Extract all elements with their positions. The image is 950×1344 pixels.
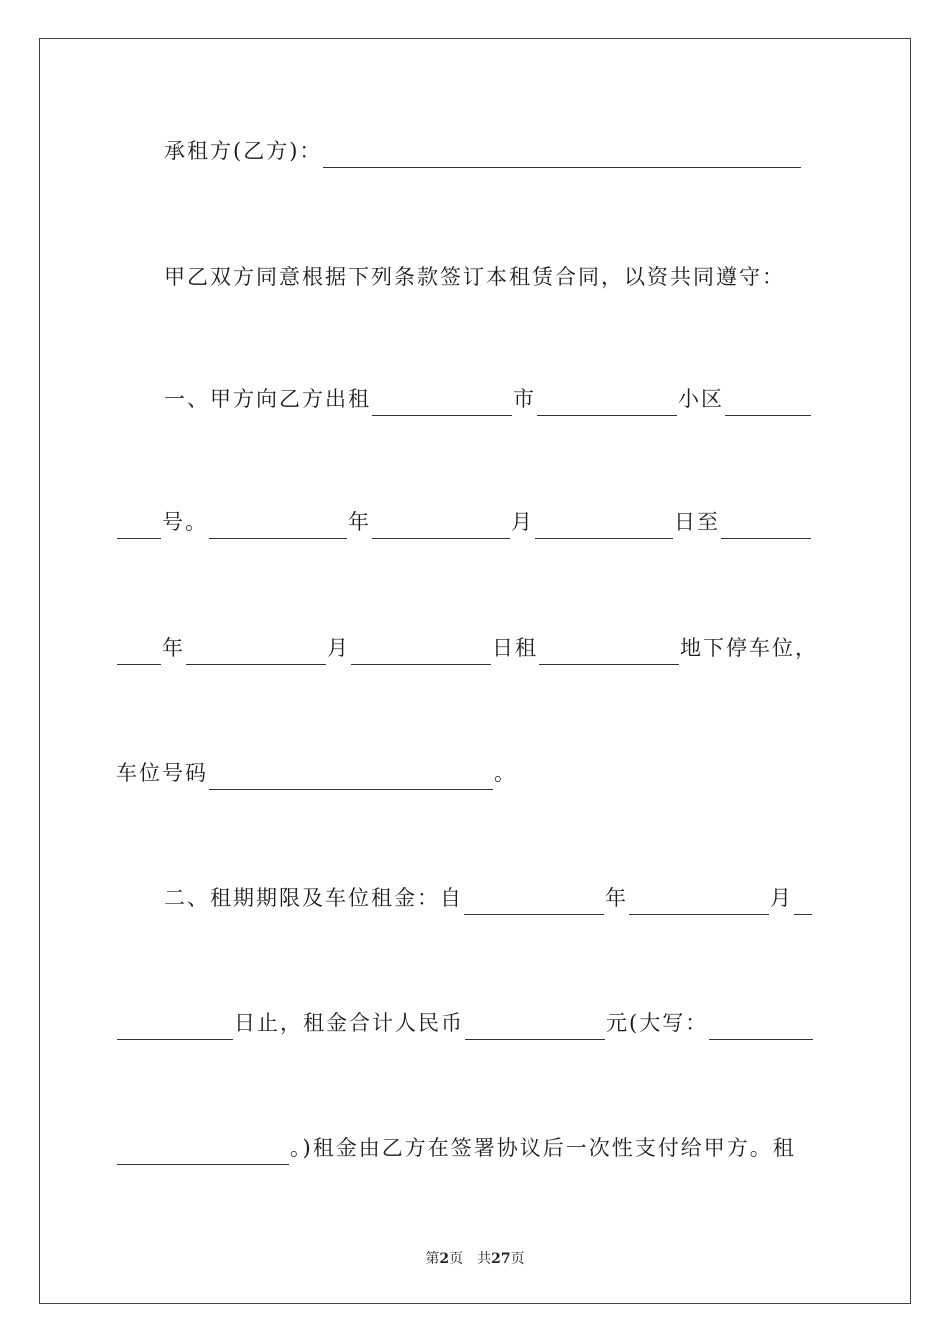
total-prefix: 共 (477, 1251, 492, 1267)
term-month-blank[interactable] (629, 890, 769, 915)
clause-two-line-3 (116, 1131, 836, 1165)
end-year-blank-a[interactable] (721, 514, 811, 539)
space-number-end: 。 (494, 761, 517, 785)
start-month-blank[interactable] (372, 514, 510, 539)
start-year-blank[interactable] (209, 514, 347, 539)
clause-one-line-2 (116, 505, 836, 539)
start-day-blank[interactable] (535, 514, 673, 539)
rent-amount-blank[interactable] (465, 1015, 605, 1040)
term-month-label: 月 (770, 886, 793, 910)
clause-two-line-1 (116, 881, 836, 915)
clause-two-text: 二、租期期限及车位租金：自 (164, 886, 463, 910)
space-number-label: 车位号码 (116, 761, 208, 785)
end-day-label: 日租 (492, 636, 538, 660)
tenant-blank[interactable] (323, 143, 801, 168)
end-day-blank[interactable] (351, 640, 491, 665)
clause-one-line-3 (116, 631, 836, 665)
clause-two-line-2 (116, 1006, 836, 1040)
tenant-line (116, 134, 836, 168)
total-suffix: 页 (510, 1251, 525, 1267)
clause-one-line-1 (116, 382, 836, 416)
page-footer (0, 1248, 950, 1268)
payment-text: 。)租金由乙方在签署协议后一次性支付给甲方。租 (290, 1136, 796, 1160)
community-label: 小区 (678, 387, 724, 411)
rent-capital-blank-b[interactable] (117, 1140, 289, 1165)
end-month-label: 月 (327, 636, 350, 660)
term-year-blank[interactable] (464, 890, 604, 915)
agreement-intro-line (116, 260, 836, 294)
end-month-blank[interactable] (186, 640, 326, 665)
space-number-blank[interactable] (209, 765, 493, 790)
term-day-blank-b[interactable] (117, 1015, 233, 1040)
page-suffix: 页 (449, 1251, 464, 1267)
city-label: 市 (513, 387, 536, 411)
rent-capital-label: 元(大写： (606, 1011, 709, 1035)
building-blank[interactable] (725, 391, 811, 416)
end-year-blank-b[interactable] (117, 640, 161, 665)
clause-one-text: 一、甲方向乙方出租 (164, 387, 371, 411)
start-day-label: 日至 (674, 510, 720, 534)
parking-count-blank[interactable] (539, 640, 679, 665)
clause-one-line-4 (116, 756, 836, 790)
rent-total-text: 日止，租金合计人民币 (234, 1011, 464, 1035)
number-label: 号。 (162, 510, 208, 534)
start-month-label: 月 (511, 510, 534, 534)
agreement-intro-text: 甲乙双方同意根据下列条款签订本租赁合同，以资共同遵守： (164, 265, 785, 289)
tenant-label: 承租方(乙方)： (164, 139, 323, 163)
term-day-blank-a[interactable] (794, 890, 812, 915)
start-year-label: 年 (348, 510, 371, 534)
city-blank[interactable] (372, 391, 512, 416)
rent-capital-blank-a[interactable] (709, 1015, 813, 1040)
parking-label: 地下停车位， (680, 636, 818, 660)
term-year-label: 年 (605, 886, 628, 910)
end-year-label: 年 (162, 636, 185, 660)
page-number: 2 (439, 1251, 450, 1267)
total-pages: 27 (491, 1251, 511, 1267)
community-blank[interactable] (537, 391, 677, 416)
page-prefix: 第 (425, 1251, 440, 1267)
page-frame (39, 38, 911, 1304)
number-blank[interactable] (117, 514, 161, 539)
